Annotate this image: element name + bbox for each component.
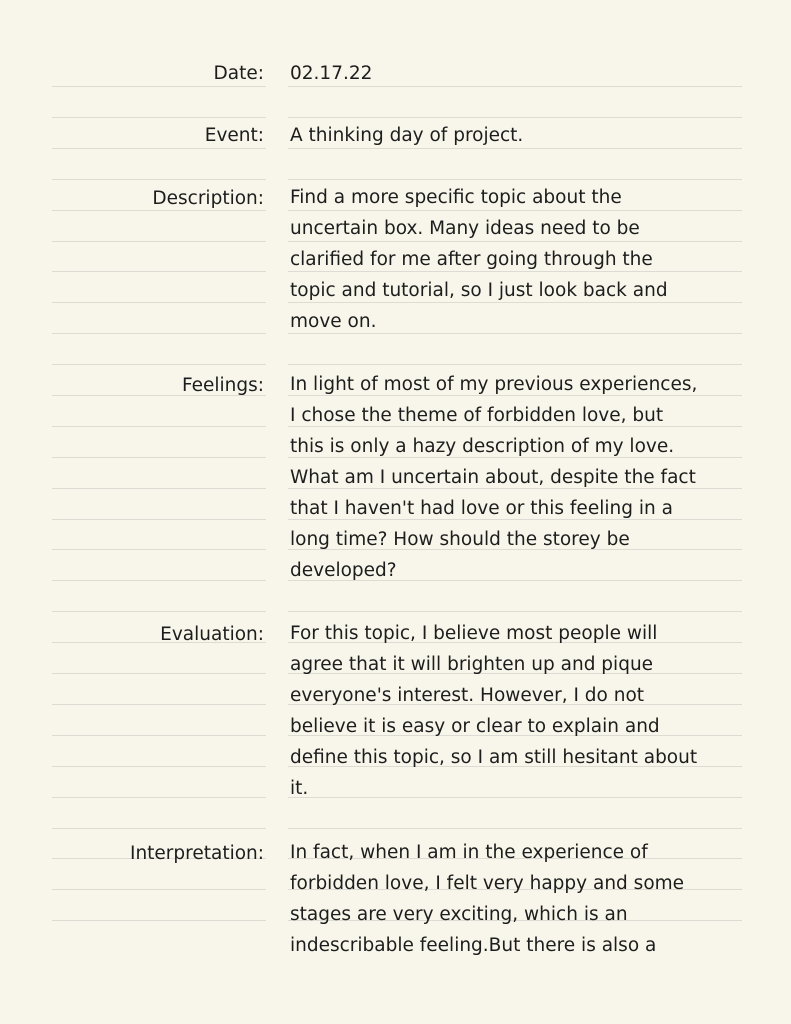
interpretation-line: forbidden love, I felt very happy and some (290, 873, 685, 894)
interpretation-label: Interpretation: (129, 843, 264, 864)
event-label: Event: (204, 125, 264, 146)
evaluation-line: For this topic, I believe most people will (290, 623, 658, 644)
evaluation-line: everyone's interest. However, I do not (290, 685, 645, 706)
evaluation-line: define this topic, so I am still hesitant about (290, 747, 698, 768)
evaluation-label: Evaluation: (160, 624, 264, 645)
description-line: move on. (290, 311, 377, 332)
description-line: clarified for me after going through the (290, 249, 653, 270)
evaluation-line: believe it is easy or clear to explain and (290, 716, 660, 737)
date-value (290, 58, 745, 89)
evaluation-text (290, 618, 745, 804)
feelings-text (290, 369, 745, 586)
feelings-line: developed? (290, 560, 397, 581)
description-line: uncertain box. Many ideas need to be (290, 218, 640, 239)
feelings-line: this is only a hazy description of my love. (290, 436, 675, 457)
event-value (290, 120, 745, 151)
interpretation-line: indescribable feeling.But there is also a (290, 935, 657, 956)
date-line: 02.17.22 (290, 63, 373, 84)
interpretation-text (290, 837, 745, 961)
feelings-line: long time? How should the storey be (290, 529, 630, 550)
description-label: Description: (152, 188, 264, 209)
description-line: topic and tutorial, so I just look back and (290, 280, 668, 301)
description-text (290, 182, 745, 337)
event-line: A thinking day of project. (290, 125, 524, 146)
interpretation-line: In fact, when I am in the experience of (290, 842, 648, 863)
evaluation-line: it. (290, 778, 309, 799)
feelings-label: Feelings: (181, 375, 264, 396)
feelings-line: In light of most of my previous experiences, (290, 374, 698, 395)
feelings-line: I chose the theme of forbidden love, but (290, 405, 664, 426)
date-label: Date: (213, 63, 264, 84)
feelings-line: What am I uncertain about, despite the fact (290, 467, 696, 488)
evaluation-line: agree that it will brighten up and pique (290, 654, 654, 675)
feelings-line: that I haven't had love or this feeling in a (290, 498, 673, 519)
description-line: Find a more specific topic about the (290, 187, 622, 208)
interpretation-line: stages are very exciting, which is an (290, 904, 628, 925)
